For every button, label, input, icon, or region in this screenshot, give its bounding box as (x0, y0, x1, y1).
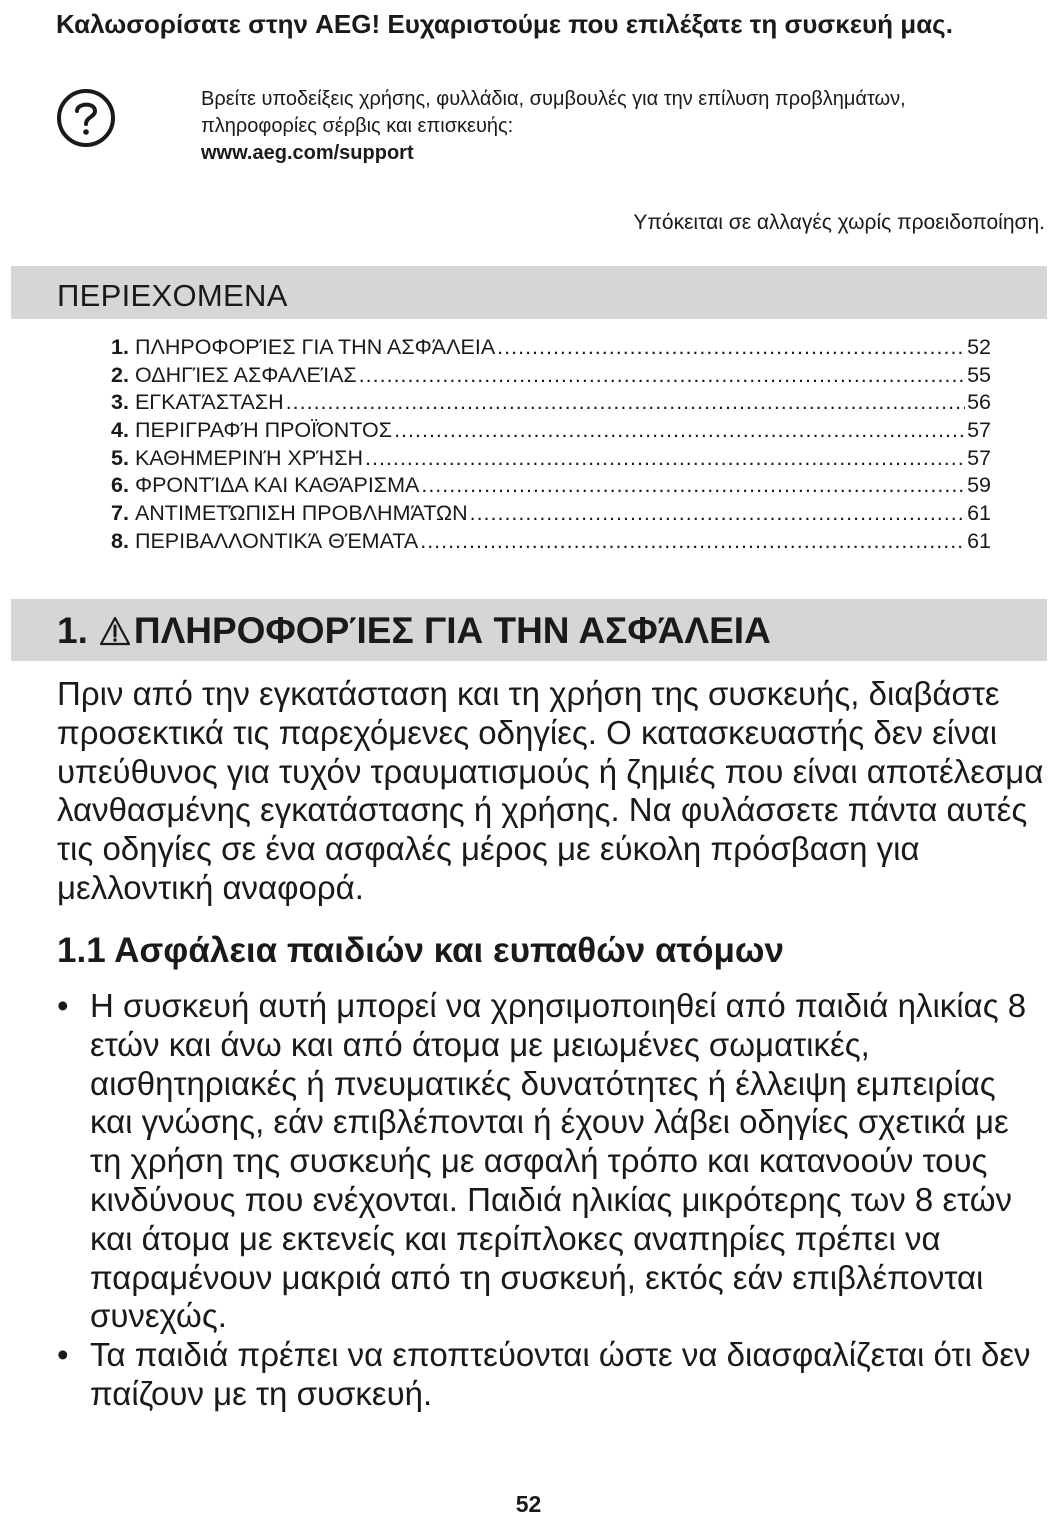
section-title-text: ΠΛΗΡΟΦΟΡΊΕΣ ΓΙΑ ΤΗΝ ΑΣΦΆΛΕΙΑ (133, 610, 771, 651)
list-item: • Η συσκευή αυτή μπορεί να χρησιμοποιηθεί από παιδιά ηλικίας 8 ετών και άνω και από άτομα με μειωμένες σωματικές, αισθητηριακές ή πνευματικές δυνατότητες ή έλλειψη εμπειρίας και γνώσης, εάν επιβλέπονται ή έχουν λάβει οδηγίες σχετικά με τη χρήση της συσκευής με ασφαλή τρόπο και κατανοούν τους κινδύνους που ενέχονται. Παιδιά ηλικίας μικρότερης των 8 ετών και άτομα με εκτενείς και περίπλοκες αναπηρίες πρέπει να παραμένουν μακριά από τη συσκευή, εκτός εάν επιβλέπονται συνεχώς. (57, 987, 1032, 1336)
toc-entry-page: 61 (967, 528, 991, 553)
page-number: 52 (515, 1491, 542, 1517)
toc-entry-page: 55 (967, 362, 991, 387)
toc-entry-label: ΚΑΘΗΜΕΡΙΝΉ ΧΡΉΣΗ (134, 445, 364, 470)
question-circle-icon (56, 88, 116, 148)
toc-entry-page: 52 (967, 335, 991, 359)
toc-entry-page: 59 (967, 473, 991, 498)
toc-entry-page: 56 (967, 390, 991, 415)
toc-entry-label: ΠΕΡΙΓΡΑΦΉ ΠΡΟΪΌΝΤΟΣ (134, 418, 393, 443)
toc-entry[interactable] (111, 472, 991, 500)
toc-entry-page: 61 (967, 501, 991, 526)
toc-leader-dots (394, 417, 965, 445)
toc-title: ΠΕΡΙΕΧΟΜΕΝΑ (57, 278, 288, 313)
toc-leader-dots (421, 472, 965, 500)
welcome-heading: Καλωσορίσατε στην AEG! Ευχαριστούμε που επιλέξατε τη συσκευή μας. (56, 9, 953, 39)
toc-entry-page: 57 (967, 418, 991, 443)
support-link[interactable]: www.aeg.com/support (201, 142, 414, 164)
toc-entry[interactable] (111, 417, 991, 445)
toc-entry-label: ΟΔΗΓΊΕΣ ΑΣΦΑΛΕΊΑΣ (134, 362, 357, 387)
toc-entry-number: 1. (111, 335, 129, 359)
section-title (57, 606, 771, 656)
section-number: 1. (57, 610, 88, 651)
toc-entry[interactable] (111, 362, 991, 390)
toc-entry[interactable] (111, 500, 991, 528)
toc-leader-dots (365, 445, 965, 473)
toc-leader-dots (497, 334, 965, 362)
support-text: Βρείτε υποδείξεις χρήσης, φυλλάδια, συμβουλές για την επίλυση προβλημάτων, πληροφορίες σέρβις και επισκευής: (201, 88, 906, 137)
support-info (201, 86, 1001, 167)
toc-entry-number: 4. (111, 418, 129, 443)
toc-entry-label: ΦΡΟΝΤΊΔΑ ΚΑΙ ΚΑΘΆΡΙΣΜΑ (134, 473, 420, 498)
toc-leader-dots (359, 362, 965, 390)
table-of-contents (111, 334, 991, 556)
toc-entry-number: 2. (111, 362, 129, 387)
safety-bullet-list (57, 987, 1032, 1414)
toc-entry-page: 57 (967, 445, 991, 470)
toc-entry-number: 8. (111, 528, 129, 553)
toc-entry-number: 6. (111, 473, 129, 498)
intro-paragraph: Πριν από την εγκατάσταση και τη χρήση της συσκευής, διαβάστε προσεκτικά τις παρεχόμενες οδηγίες. Ο κατασκευαστής δεν είναι υπεύθυνος για τυχόν τραυματισμούς ή ζημιές που είναι αποτέλεσμα λανθασμένης εγκατάστασης ή χρήσης. Να φυλάσσετε πάντα αυτές τις οδηγίες σε ένα ασφαλές μέρος με εύκολη πρόσβαση για μελλοντική αναφορά. (57, 675, 1044, 906)
toc-entry[interactable] (111, 445, 991, 473)
toc-entry[interactable] (111, 528, 991, 556)
toc-leader-dots (420, 528, 965, 556)
toc-entry-label: ΑΝΤΙΜΕΤΏΠΙΣΗ ΠΡΟΒΛΗΜΆΤΩΝ (134, 501, 468, 526)
change-notice: Υπόκειται σε αλλαγές χωρίς προειδοποίηση. (633, 211, 1045, 234)
toc-entry-label: ΠΕΡΙΒΑΛΛΟΝΤΙΚΆ ΘΈΜΑΤΑ (134, 528, 419, 553)
toc-entry-number: 7. (111, 501, 129, 526)
toc-entry[interactable] (111, 334, 991, 362)
toc-entry[interactable] (111, 389, 991, 417)
subsection-title: 1.1 Ασφάλεια παιδιών και ευπαθών ατόμων (57, 931, 784, 970)
toc-leader-dots (470, 500, 965, 528)
toc-entry-label: ΠΛΗΡΟΦΟΡΊΕΣ ΓΙΑ ΤΗΝ ΑΣΦΆΛΕΙΑ (134, 335, 496, 359)
toc-leader-dots (286, 389, 965, 417)
list-item: • Τα παιδιά πρέπει να εποπτεύονται ώστε να διασφαλίζεται ότι δεν παίζουν με τη συσκευή. (57, 1336, 1032, 1414)
toc-entry-number: 5. (111, 445, 129, 470)
toc-entry-number: 3. (111, 390, 129, 415)
warning-triangle-icon (98, 615, 132, 647)
toc-entry-label: ΕΓΚΑΤΆΣΤΑΣΗ (134, 390, 284, 415)
